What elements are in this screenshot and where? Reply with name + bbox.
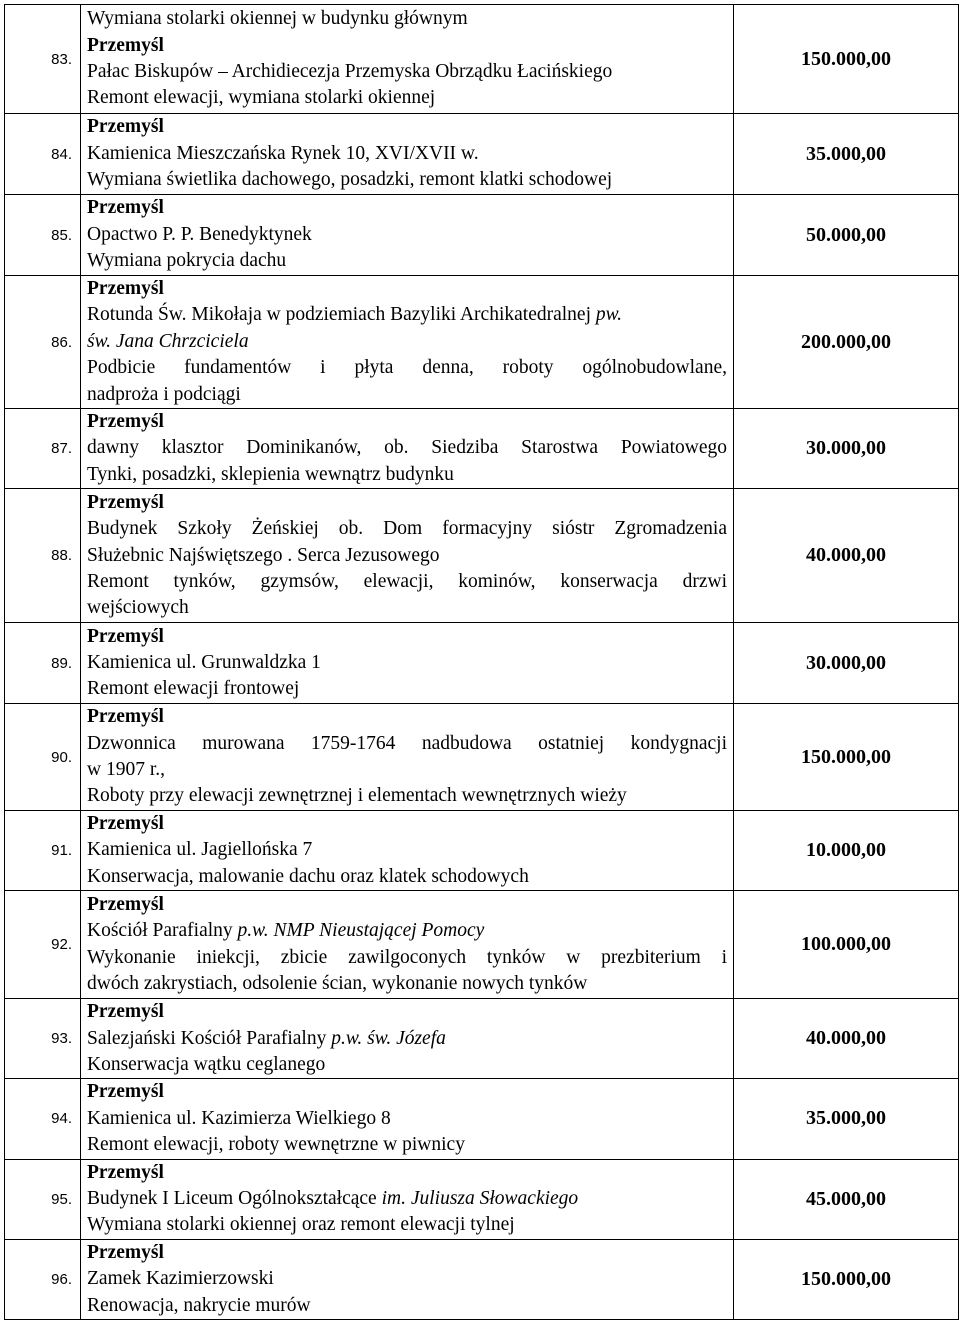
text-segment: Remont elewacji frontowej (87, 678, 300, 700)
description-line (87, 595, 727, 621)
text-segment: Podbicie fundamentów i płyta denna, roboty ogólnobudowlane, (87, 357, 727, 379)
table-row (5, 1079, 959, 1159)
city-label: Przemyśl (87, 116, 164, 138)
city-label: Przemyśl (87, 1081, 164, 1103)
city-label: Przemyśl (87, 491, 164, 513)
text-segment: Budynek Szkoły Żeńskiej ob. Dom formacyjny sióstr Zgromadzenia (87, 518, 727, 540)
row-amount: 30.000,00 (734, 409, 959, 489)
description-line (87, 329, 727, 355)
description-line (87, 1106, 727, 1132)
city-label: Przemyśl (87, 706, 164, 728)
table-row (5, 704, 959, 811)
description-line (87, 302, 727, 328)
row-description (81, 623, 734, 704)
text-segment: w 1907 r., (87, 759, 165, 781)
description-line (87, 945, 727, 971)
row-amount: 40.000,00 (734, 999, 959, 1079)
text-segment: Służebnic Najświętszego . Serca Jezusowego (87, 544, 440, 566)
row-number: 86. (5, 276, 81, 409)
city-label: Przemyśl (87, 812, 164, 834)
text-segment: Remont elewacji, wymiana stolarki okiennej (87, 87, 436, 109)
row-amount: 40.000,00 (734, 489, 959, 623)
description-line (87, 435, 727, 461)
row-amount: 30.000,00 (734, 623, 959, 704)
text-segment: Renowacja, nakrycie murów (87, 1294, 311, 1316)
description-line (87, 1293, 727, 1319)
row-amount: 45.000,00 (734, 1159, 959, 1239)
description-line (87, 1266, 727, 1292)
description-line: Wymiana stolarki okiennej w budynku głównym (87, 8, 468, 30)
row-amount: 150.000,00 (734, 1239, 959, 1319)
city-label: Przemyśl (87, 1161, 164, 1183)
description-line (87, 1026, 727, 1052)
row-number: 94. (5, 1079, 81, 1159)
row-number: 90. (5, 704, 81, 811)
row-number: 88. (5, 489, 81, 623)
text-segment: Zamek Kazimierzowski (87, 1268, 274, 1290)
row-amount: 200.000,00 (734, 276, 959, 409)
row-description (81, 5, 734, 114)
description-line (87, 543, 727, 569)
city-label: Przemyśl (87, 197, 164, 219)
text-segment: Remont tynków, gzymsów, elewacji, kominów, konserwacja drzwi (87, 570, 727, 592)
row-amount: 150.000,00 (734, 5, 959, 114)
description-line (87, 757, 727, 783)
text-segment: dawny klasztor Dominikanów, ob. Siedziba Starostwa Powiatowego (87, 437, 727, 459)
row-description (81, 999, 734, 1079)
row-description (81, 409, 734, 489)
italic-text: im. Juliusza Słowackiego (381, 1187, 579, 1209)
text-segment: Remont elewacji, roboty wewnętrzne w piwnicy (87, 1134, 465, 1156)
city-label: Przemyśl (87, 34, 164, 56)
text-segment: Wymiana świetlika dachowego, posadzki, remont klatki schodowej (87, 169, 613, 191)
table-row (5, 810, 959, 890)
description-line (87, 676, 727, 702)
text-segment: Kamienica ul. Grunwaldzka 1 (87, 652, 321, 674)
row-number: 95. (5, 1159, 81, 1239)
table-row (5, 5, 959, 114)
text-segment: wejściowych (87, 597, 189, 619)
text-segment: Wykonanie iniekcji, zbicie zawilgoconych tynków w prezbiterium i (87, 946, 727, 968)
description-line (87, 141, 727, 167)
text-segment: Kamienica Mieszczańska Rynek 10, XVI/XVII w. (87, 142, 479, 164)
row-description (81, 114, 734, 195)
table-row (5, 276, 959, 409)
city-label: Przemyśl (87, 1001, 164, 1023)
text-segment: Kamienica ul. Kazimierza Wielkiego 8 (87, 1107, 391, 1129)
city-label: Przemyśl (87, 278, 164, 299)
row-number: 83. (5, 5, 81, 114)
row-amount: 50.000,00 (734, 195, 959, 276)
monuments-funding-table (4, 4, 959, 1320)
row-description (81, 489, 734, 623)
text-segment: nadproża i podciągi (87, 383, 241, 405)
text-segment: Wymiana pokrycia dachu (87, 250, 287, 272)
description-line (87, 382, 727, 408)
description-line (87, 462, 727, 488)
text-segment: Roboty przy elewacji zewnętrznej i elementach wewnętrznych wieży (87, 785, 627, 807)
description-line (87, 731, 727, 757)
table-body (5, 5, 959, 1320)
row-number: 85. (5, 195, 81, 276)
row-number: 84. (5, 114, 81, 195)
description-line (87, 1212, 727, 1238)
text-segment: Pałac Biskupów – Archidiecezja Przemyska Obrządku Łacińskiego (87, 61, 613, 82)
text-segment: Konserwacja, malowanie dachu oraz klatek schodowych (87, 865, 529, 887)
row-number: 96. (5, 1239, 81, 1319)
row-description (81, 1239, 734, 1319)
description-line (87, 864, 727, 890)
description-line (87, 355, 727, 381)
text-segment: Konserwacja wątku ceglanego (87, 1053, 326, 1075)
table-row (5, 1239, 959, 1319)
city-label: Przemyśl (87, 411, 164, 433)
row-description (81, 1159, 734, 1239)
description-line (87, 650, 727, 676)
table-row (5, 195, 959, 276)
italic-text: p.w. św. Józefa (331, 1027, 446, 1049)
description-line (87, 167, 727, 193)
table-row (5, 891, 959, 999)
description-line (87, 59, 727, 85)
text-segment: Dzwonnica murowana 1759-1764 nadbudowa ostatniej kondygnacji (87, 732, 727, 754)
description-line (87, 569, 727, 595)
italic-text: św. Jana Chrzciciela (87, 330, 249, 352)
row-number: 93. (5, 999, 81, 1079)
table-row (5, 489, 959, 623)
row-amount: 10.000,00 (734, 810, 959, 890)
description-line (87, 516, 727, 542)
description-line (87, 1052, 727, 1078)
row-number: 91. (5, 810, 81, 890)
description-line (87, 971, 727, 997)
table-row (5, 114, 959, 195)
table-row (5, 999, 959, 1079)
city-label: Przemyśl (87, 1241, 164, 1263)
row-amount: 35.000,00 (734, 1079, 959, 1159)
city-label: Przemyśl (87, 893, 164, 915)
text-segment: dwóch zakrystiach, odsolenie ścian, wykonanie nowych tynków (87, 973, 588, 994)
table-row (5, 409, 959, 489)
description-line (87, 1132, 727, 1158)
row-description (81, 810, 734, 890)
description-line (87, 1186, 727, 1212)
text-segment: Tynki, posadzki, sklepienia wewnątrz budynku (87, 463, 454, 485)
description-line (87, 918, 727, 944)
italic-text: pw. (595, 304, 623, 326)
row-description (81, 276, 734, 409)
description-line (87, 85, 727, 111)
description-line (87, 837, 727, 863)
row-description (81, 1079, 734, 1159)
row-number: 89. (5, 623, 81, 704)
description-line (87, 222, 727, 248)
text-segment: Opactwo P. P. Benedyktynek (87, 223, 312, 245)
city-label: Przemyśl (87, 625, 164, 647)
row-number: 87. (5, 409, 81, 489)
text-segment: Wymiana stolarki okiennej oraz remont elewacji tylnej (87, 1214, 515, 1236)
description-line (87, 248, 727, 274)
text-segment: Kamienica ul. Jagiellońska 7 (87, 839, 313, 861)
description-line (87, 783, 727, 809)
row-number: 92. (5, 891, 81, 999)
row-amount: 150.000,00 (734, 704, 959, 811)
text-segment: Budynek I Liceum Ogólnokształcące (87, 1187, 382, 1209)
row-description (81, 195, 734, 276)
row-amount: 35.000,00 (734, 114, 959, 195)
row-description (81, 704, 734, 811)
text-segment: Salezjański Kościół Parafialny (87, 1027, 332, 1049)
table-row (5, 1159, 959, 1239)
table-row (5, 623, 959, 704)
text-segment: Kościół Parafialny (87, 920, 238, 942)
italic-text: p.w. NMP Nieustającej Pomocy (237, 920, 485, 942)
row-amount: 100.000,00 (734, 891, 959, 999)
row-description (81, 891, 734, 999)
text-segment: Rotunda Św. Mikołaja w podziemiach Bazyliki Archikatedralnej (87, 304, 596, 326)
